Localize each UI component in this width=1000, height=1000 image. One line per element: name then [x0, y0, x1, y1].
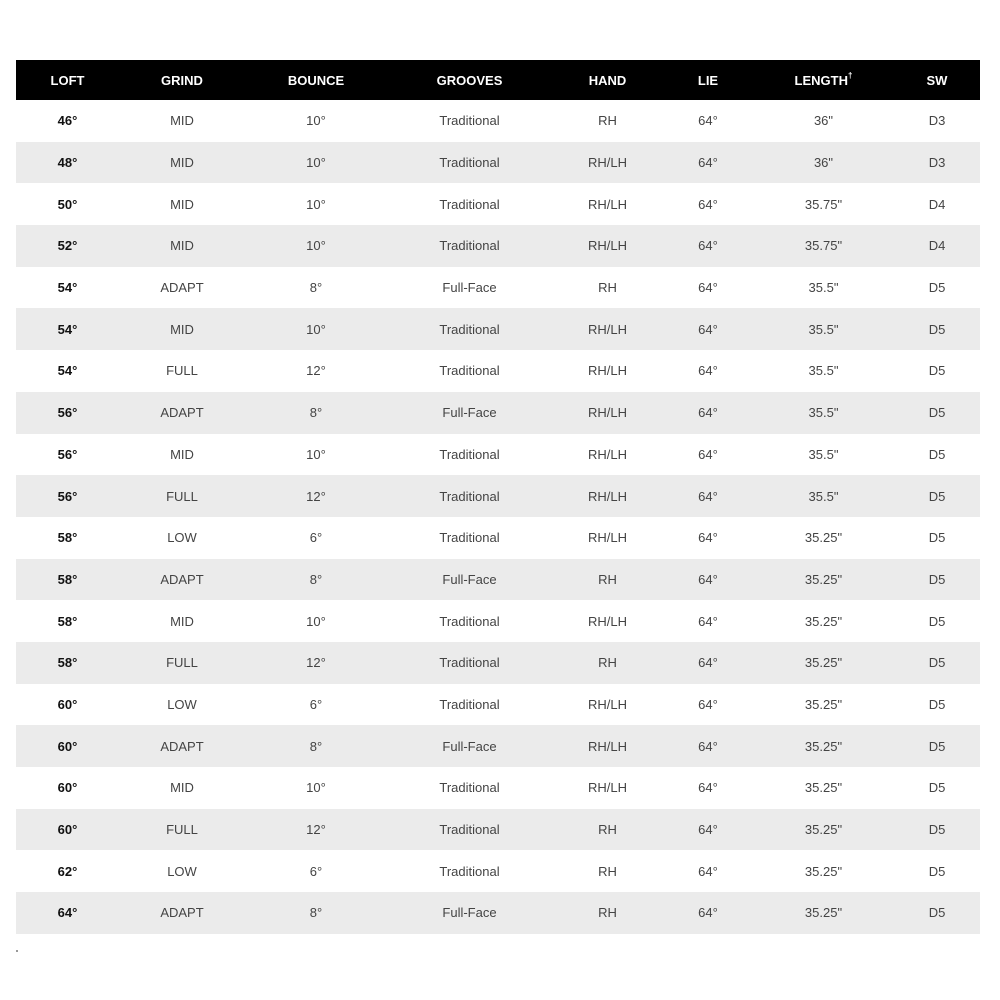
cell-lie: 64° [698, 196, 718, 212]
cell-bounce: 12° [306, 488, 326, 504]
footer-dot [16, 950, 18, 952]
cell-grooves: Full-Face [442, 571, 497, 587]
cell-loft: 60° [57, 822, 78, 838]
table-row [16, 517, 980, 559]
cell-loft: 60° [57, 696, 78, 712]
cell-length: 35.5" [808, 321, 839, 337]
cell-grind: ADAPT [160, 571, 204, 587]
cell-hand: RH/LH [587, 363, 627, 379]
table-row [16, 809, 980, 851]
cell-lie: 64° [698, 780, 718, 796]
cell-length: 35.75" [804, 238, 843, 254]
cell-sw: D5 [928, 822, 946, 838]
cell-loft: 56° [57, 405, 78, 421]
cell-sw: D5 [928, 280, 946, 296]
cell-sw: D5 [928, 738, 946, 754]
cell-bounce: 8° [309, 405, 323, 421]
cell-grooves: Traditional [439, 363, 500, 379]
table-row [16, 475, 980, 517]
table-row [16, 850, 980, 892]
cell-lie: 64° [698, 863, 718, 879]
cell-sw: D3 [928, 113, 946, 129]
cell-length: 35.25" [804, 655, 843, 671]
cell-grooves: Traditional [439, 530, 500, 546]
cell-bounce: 10° [306, 613, 326, 629]
cell-loft: 58° [57, 571, 78, 587]
cell-lie: 64° [698, 321, 718, 337]
cell-bounce: 8° [309, 905, 323, 921]
cell-lie: 64° [698, 571, 718, 587]
cell-loft: 54° [57, 321, 78, 337]
cell-grooves: Traditional [439, 446, 500, 462]
table-row [16, 100, 980, 142]
cell-sw: D5 [928, 905, 946, 921]
cell-loft: 64° [57, 905, 78, 921]
cell-sw: D5 [928, 321, 946, 337]
cell-sw: D5 [928, 530, 946, 546]
cell-loft: 62° [57, 863, 78, 879]
cell-bounce: 12° [306, 655, 326, 671]
header-loft: LOFT [50, 72, 85, 88]
cell-hand: RH [598, 280, 617, 296]
cell-grooves: Traditional [439, 488, 500, 504]
cell-length: 35.25" [804, 905, 843, 921]
cell-grind: FULL [166, 822, 198, 838]
cell-grooves: Full-Face [442, 280, 497, 296]
cell-grooves: Full-Face [442, 905, 497, 921]
cell-length: 35.25" [804, 530, 843, 546]
cell-lie: 64° [698, 446, 718, 462]
header-bounce: BOUNCE [287, 72, 345, 88]
cell-lie: 64° [698, 613, 718, 629]
cell-length: 35.25" [804, 571, 843, 587]
cell-sw: D5 [928, 655, 946, 671]
cell-length: 35.25" [804, 613, 843, 629]
cell-bounce: 12° [306, 822, 326, 838]
cell-length: 35.5" [808, 446, 839, 462]
cell-loft: 46° [57, 113, 78, 129]
cell-lie: 64° [698, 655, 718, 671]
cell-lie: 64° [698, 738, 718, 754]
cell-lie: 64° [698, 113, 718, 129]
header-grooves: GROOVES [436, 72, 503, 88]
cell-grooves: Traditional [439, 780, 500, 796]
cell-hand: RH [598, 905, 617, 921]
cell-grind: MID [170, 196, 194, 212]
cell-sw: D5 [928, 446, 946, 462]
cell-grooves: Traditional [439, 113, 500, 129]
cell-hand: RH/LH [587, 488, 627, 504]
cell-loft: 56° [57, 488, 78, 504]
cell-grind: MID [170, 155, 194, 171]
cell-grind: MID [170, 780, 194, 796]
cell-sw: D3 [928, 155, 946, 171]
cell-lie: 64° [698, 530, 718, 546]
table-row [16, 559, 980, 601]
cell-loft: 54° [57, 280, 78, 296]
table-row [16, 767, 980, 809]
cell-hand: RH [598, 863, 617, 879]
cell-grooves: Full-Face [442, 405, 497, 421]
cell-length: 35.75" [804, 196, 843, 212]
table-row [16, 392, 980, 434]
cell-bounce: 10° [306, 446, 326, 462]
cell-hand: RH/LH [587, 155, 627, 171]
cell-bounce: 12° [306, 363, 326, 379]
cell-hand: RH [598, 571, 617, 587]
cell-grooves: Traditional [439, 321, 500, 337]
cell-grooves: Traditional [439, 822, 500, 838]
cell-sw: D5 [928, 863, 946, 879]
table-row [16, 225, 980, 267]
dagger-footnote-mark: † [848, 70, 853, 80]
table-row [16, 308, 980, 350]
cell-length: 35.5" [808, 405, 839, 421]
cell-grooves: Full-Face [442, 738, 497, 754]
cell-hand: RH/LH [587, 238, 627, 254]
cell-grind: LOW [167, 530, 197, 546]
cell-grind: MID [170, 446, 194, 462]
cell-hand: RH/LH [587, 321, 627, 337]
cell-loft: 56° [57, 446, 78, 462]
cell-loft: 52° [57, 238, 78, 254]
cell-sw: D5 [928, 488, 946, 504]
cell-hand: RH/LH [587, 530, 627, 546]
header-row [16, 60, 980, 100]
cell-grind: FULL [166, 363, 198, 379]
cell-bounce: 8° [309, 280, 323, 296]
cell-bounce: 10° [306, 780, 326, 796]
header-lie: LIE [697, 72, 719, 88]
cell-bounce: 10° [306, 238, 326, 254]
cell-lie: 64° [698, 488, 718, 504]
cell-grooves: Traditional [439, 655, 500, 671]
cell-sw: D5 [928, 405, 946, 421]
cell-grind: MID [170, 113, 194, 129]
cell-loft: 50° [57, 196, 78, 212]
table-row [16, 892, 980, 934]
cell-length: 35.5" [808, 280, 839, 296]
header-grind: GRIND [161, 72, 203, 88]
header-hand: HAND [588, 72, 627, 88]
cell-grooves: Traditional [439, 155, 500, 171]
cell-sw: D4 [928, 196, 946, 212]
cell-hand: RH [598, 113, 617, 129]
cell-sw: D5 [928, 613, 946, 629]
cell-bounce: 10° [306, 196, 326, 212]
cell-grooves: Traditional [439, 238, 500, 254]
cell-hand: RH/LH [587, 446, 627, 462]
cell-lie: 64° [698, 905, 718, 921]
cell-length: 35.5" [808, 363, 839, 379]
cell-hand: RH/LH [587, 696, 627, 712]
cell-grind: MID [170, 321, 194, 337]
cell-hand: RH/LH [587, 405, 627, 421]
cell-loft: 58° [57, 655, 78, 671]
cell-hand: RH/LH [587, 196, 627, 212]
cell-lie: 64° [698, 280, 718, 296]
cell-grind: FULL [166, 488, 198, 504]
cell-bounce: 6° [309, 863, 323, 879]
cell-bounce: 10° [306, 321, 326, 337]
cell-grind: ADAPT [160, 738, 204, 754]
cell-grind: FULL [166, 655, 198, 671]
cell-length: 36" [813, 155, 834, 171]
cell-loft: 60° [57, 780, 78, 796]
table-row [16, 600, 980, 642]
cell-length: 35.25" [804, 696, 843, 712]
table-row [16, 267, 980, 309]
cell-lie: 64° [698, 822, 718, 838]
cell-lie: 64° [698, 363, 718, 379]
cell-sw: D5 [928, 696, 946, 712]
cell-loft: 48° [57, 155, 78, 171]
table-row [16, 642, 980, 684]
cell-lie: 64° [698, 405, 718, 421]
cell-lie: 64° [698, 155, 718, 171]
table-row [16, 434, 980, 476]
cell-hand: RH [598, 655, 617, 671]
table-row [16, 142, 980, 184]
cell-length: 35.25" [804, 822, 843, 838]
cell-grind: MID [170, 238, 194, 254]
cell-lie: 64° [698, 696, 718, 712]
table-row [16, 350, 980, 392]
table-row [16, 684, 980, 726]
table-row [16, 183, 980, 225]
cell-hand: RH/LH [587, 738, 627, 754]
table-header [16, 60, 980, 100]
table-row [16, 725, 980, 767]
header-length [753, 60, 894, 100]
cell-grooves: Traditional [439, 863, 500, 879]
cell-grind: LOW [167, 696, 197, 712]
cell-sw: D5 [928, 363, 946, 379]
cell-grind: ADAPT [160, 405, 204, 421]
cell-loft: 60° [57, 738, 78, 754]
cell-length: 35.5" [808, 488, 839, 504]
cell-hand: RH/LH [587, 780, 627, 796]
cell-length: 35.25" [804, 738, 843, 754]
table-body [16, 100, 980, 934]
cell-grind: LOW [167, 863, 197, 879]
cell-sw: D4 [928, 238, 946, 254]
cell-bounce: 10° [306, 155, 326, 171]
cell-length: 36" [813, 113, 834, 129]
cell-loft: 58° [57, 530, 78, 546]
cell-grooves: Traditional [439, 613, 500, 629]
cell-grind: ADAPT [160, 280, 204, 296]
cell-grind: MID [170, 613, 194, 629]
cell-grind: ADAPT [160, 905, 204, 921]
cell-sw: D5 [928, 571, 946, 587]
cell-lie: 64° [698, 238, 718, 254]
cell-grooves: Traditional [439, 696, 500, 712]
cell-sw: D5 [928, 780, 946, 796]
cell-bounce: 10° [306, 113, 326, 129]
cell-loft: 58° [57, 613, 78, 629]
header-sw: SW [926, 72, 948, 88]
cell-hand: RH/LH [587, 613, 627, 629]
cell-hand: RH [598, 822, 617, 838]
header-length-label: LENGTH [794, 72, 848, 88]
cell-grooves: Traditional [439, 196, 500, 212]
cell-bounce: 6° [309, 696, 323, 712]
cell-bounce: 8° [309, 738, 323, 754]
wedge-spec-table [16, 60, 980, 934]
cell-bounce: 6° [309, 530, 323, 546]
cell-bounce: 8° [309, 571, 323, 587]
cell-length: 35.25" [804, 863, 843, 879]
cell-loft: 54° [57, 363, 78, 379]
cell-length: 35.25" [804, 780, 843, 796]
